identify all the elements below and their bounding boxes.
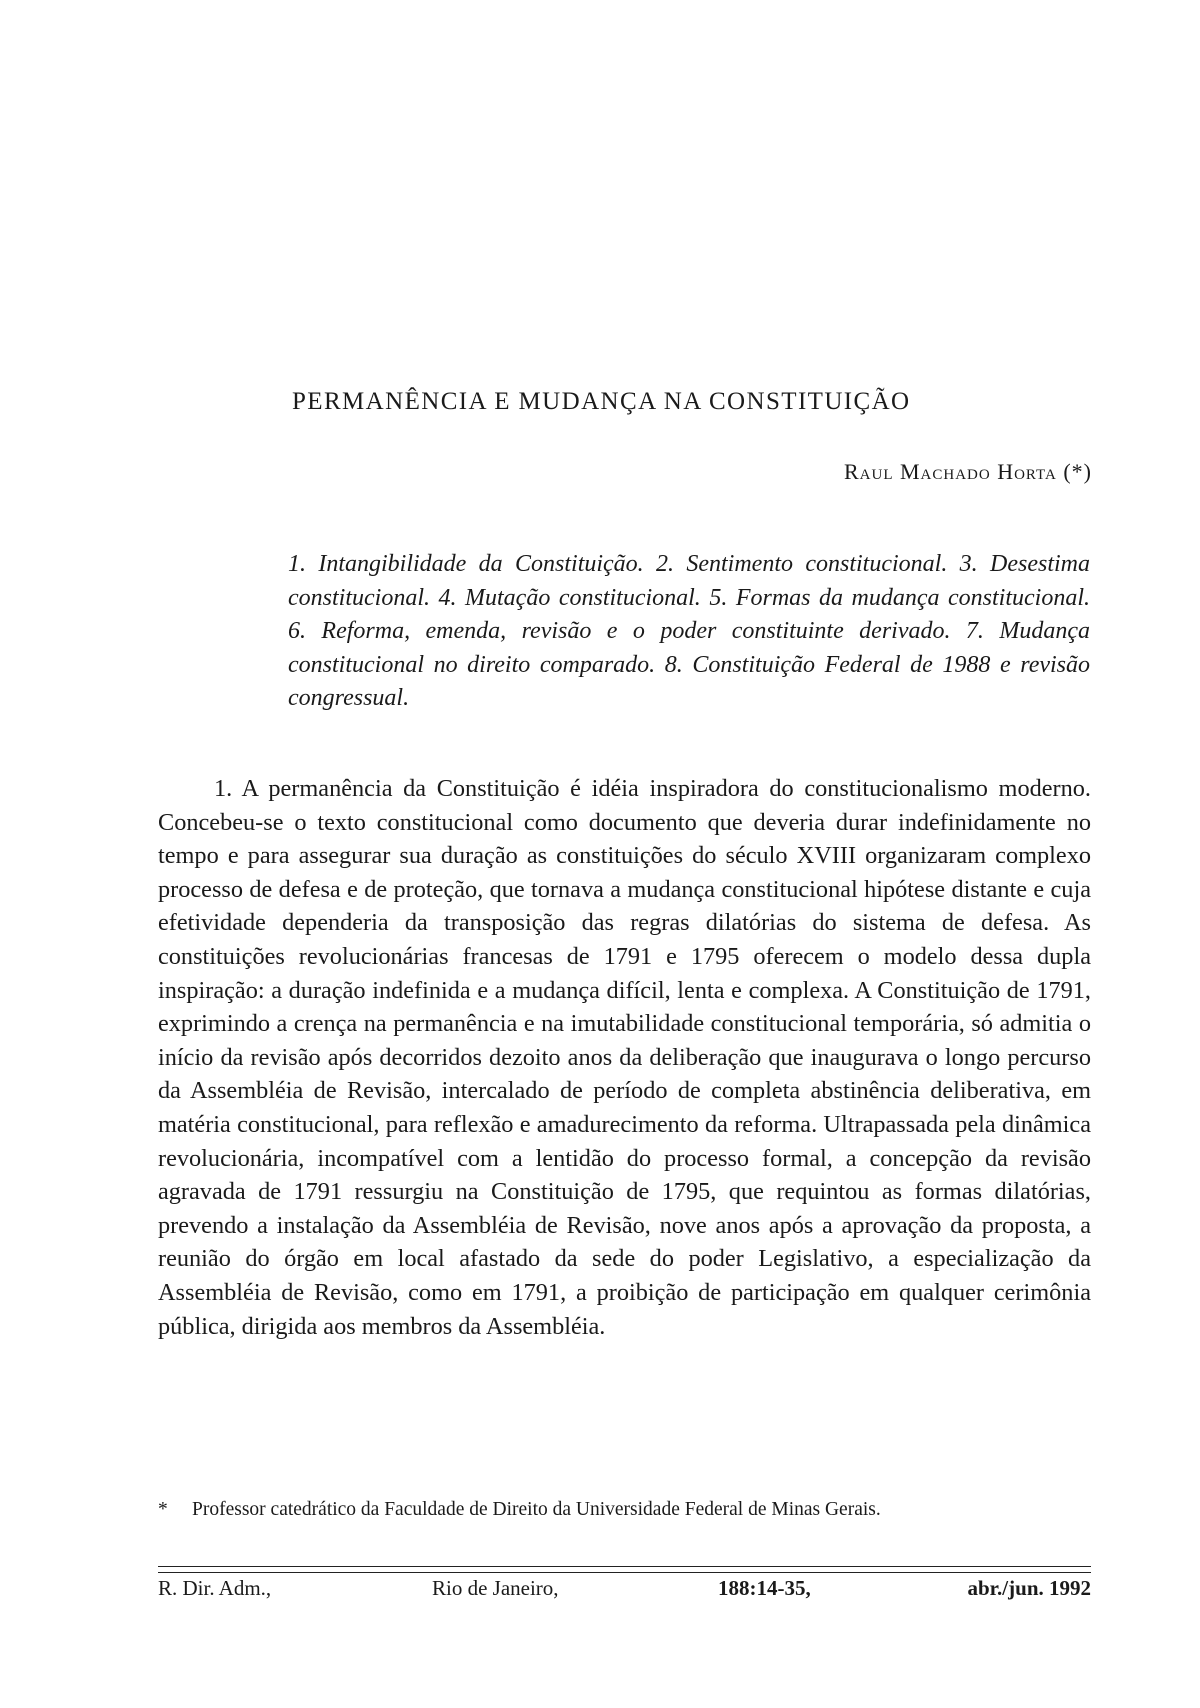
article-title: PERMANÊNCIA E MUDANÇA NA CONSTITUIÇÃO	[292, 388, 911, 415]
footnote-text: Professor catedrático da Faculdade de Direito da Universidade Federal de Minas Gerais.	[192, 1499, 881, 1520]
citation-volume: 188:14-35,	[718, 1576, 811, 1600]
citation-city: Rio de Janeiro,	[432, 1576, 559, 1600]
article-summary: 1. Intangibilidade da Constituição. 2. Sentimento constitucional. 3. Desestima constitucional. 4. Mutação constitucional. 5. Formas da mudança constitucional. 6. Reforma, emenda, revisão e o poder constituinte derivado. 7. Mudança constitucional no direito comparado. 8. Constituição Federal de 1988 e revisão congressual.	[288, 551, 1090, 711]
citation-date: abr./jun. 1992	[967, 1576, 1091, 1600]
citation-line	[158, 1576, 1091, 1606]
citation-rule-bottom	[158, 1572, 1091, 1573]
footnote	[158, 1499, 1091, 1521]
footnote-mark: *	[158, 1499, 168, 1520]
citation-journal: R. Dir. Adm.,	[158, 1576, 272, 1600]
article-author: Raul Machado Horta (*)	[843, 459, 1092, 484]
citation-rule-top	[158, 1566, 1091, 1567]
body-paragraph: 1. A permanência da Constituição é idéia inspiradora do constitucionalismo moderno. Concebeu-se o texto constitucional como documento que deveria durar indefinidamente no tempo e para assegurar sua duração as constituições do século XVIII organizaram complexo processo de defesa e de proteção, que tornava a mudança constitucional hipótese distante e cuja efetividade dependeria da transposição das regras dilatórias do sistema de defesa. As constituições revolucionárias francesas de 1791 e 1795 oferecem o modelo dessa dupla inspiração: a duração indefinida e a mudança difícil, lenta e complexa. A Constituição de 1791, exprimindo a crença na permanência e na imutabilidade constitucional temporária, só admitia o início da revisão após decorridos dezoito anos da deliberação que inaugurava o longo percurso da Assembléia de Revisão, intercalado de período de completa abstinência deliberativa, em matéria constitucional, para reflexão e amadurecimento da reforma. Ultrapassada pela dinâmica revolucionária, incompatível com a lentidão do processo formal, a concepção da revisão agravada de 1791 ressurgiu na Constituição de 1795, que requintou as formas dilatórias, prevendo a instalação da Assembléia de Revisão, nove anos após a aprovação da proposta, a reunião do órgão em local afastado da sede do poder Legislativo, a especialização da Assembléia de Revisão, como em 1791, a proibição de participação em qualquer cerimônia pública, dirigida aos membros da Assembléia.	[158, 775, 1091, 1340]
